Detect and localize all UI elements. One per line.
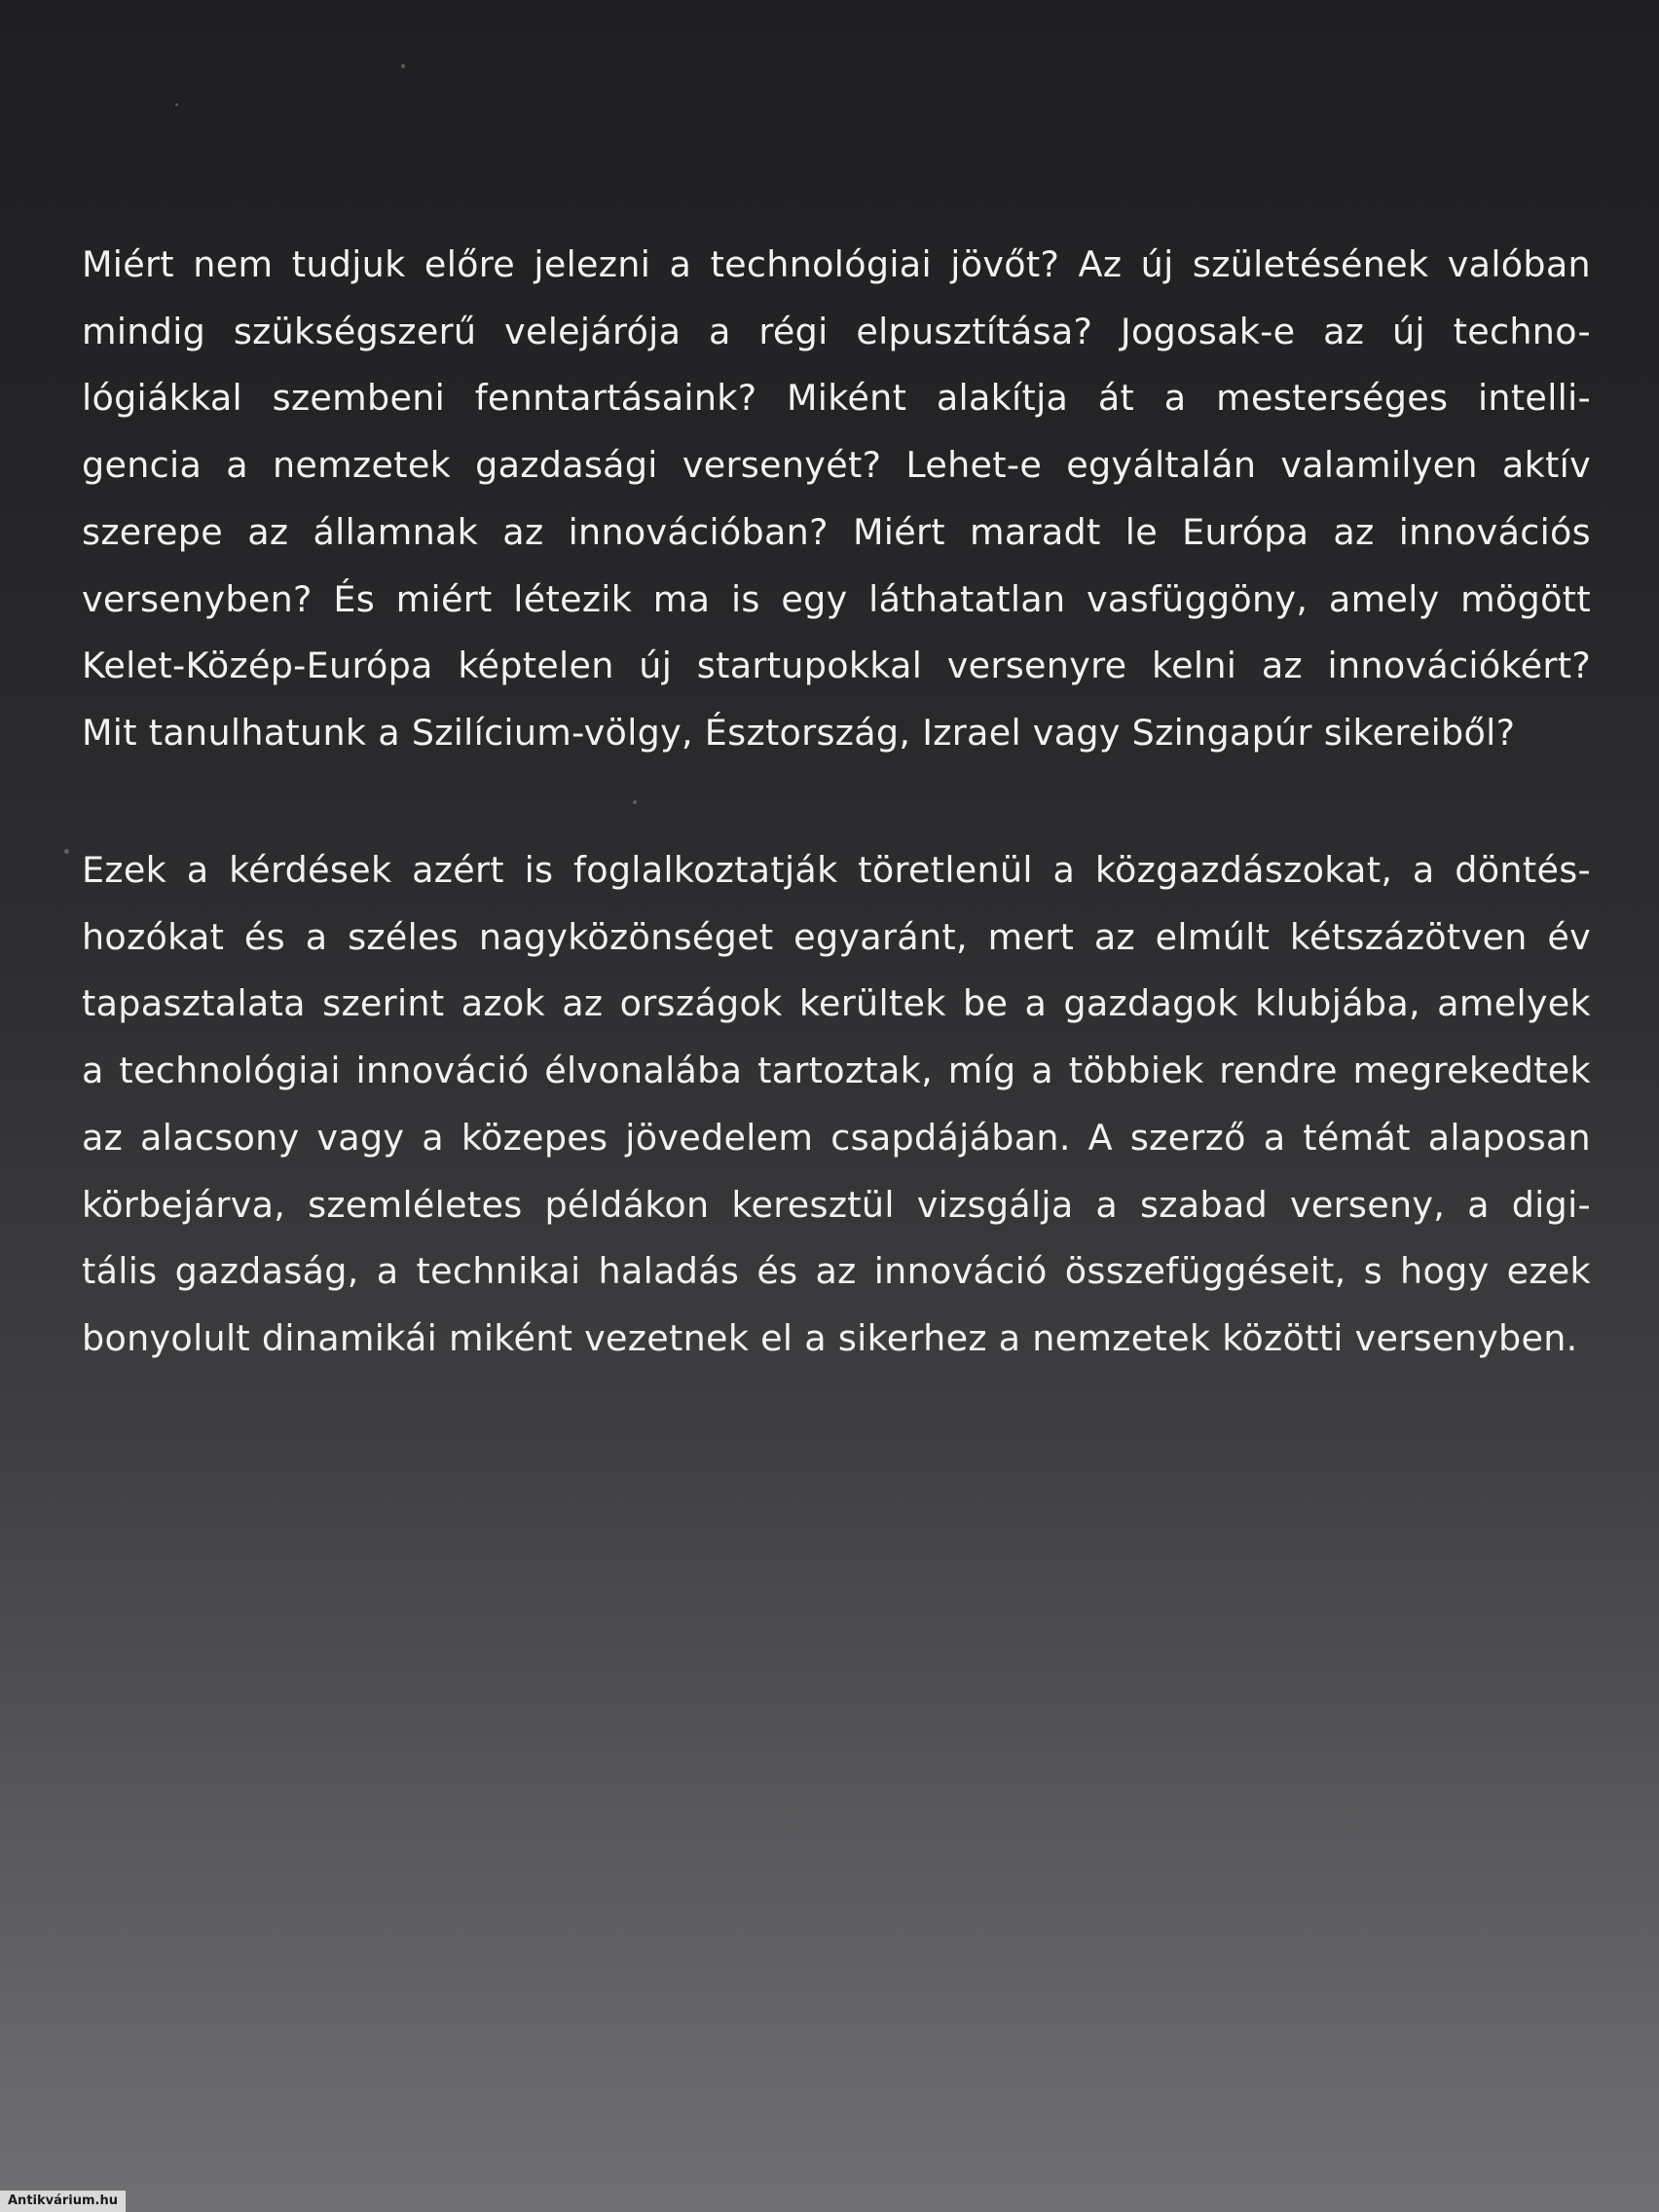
dust-speck <box>633 800 637 804</box>
blurb-line: bonyolult dinamikái miként vezetnek el a sikerhez a nemzetek közötti versenyben. <box>82 1316 1578 1359</box>
blurb-line: tális gazdaság, a technikai haladás és az innováció összefüggéseit, s hogy ezek <box>82 1250 1591 1293</box>
blurb-paragraph-1 <box>82 232 1591 767</box>
blurb-line: tapasztalata szerint azok az országok kerültek be a gazdagok klubjába, amelyek <box>82 982 1591 1025</box>
blurb-line: Ezek a kérdések azért is foglalkoztatják töretlenül a közgazdászokat, a döntés- <box>82 849 1591 891</box>
watermark-label: Antikvárium.hu <box>0 2191 126 2212</box>
blurb-line: lógiákkal szembeni fenntartásaink? Miként alakítja át a mesterséges intelli- <box>82 377 1591 420</box>
blurb-line: hozókat és a széles nagyközönséget egyaránt, mert az elmúlt kétszázötven év <box>82 915 1591 958</box>
blurb-line: gencia a nemzetek gazdasági versenyét? Lehet-e egyáltalán valamilyen aktív <box>82 444 1591 487</box>
dust-speck <box>401 64 405 68</box>
blurb-line: Mit tanulhatunk a Szilícium-völgy, Észtország, Izrael vagy Szingapúr sikereiből? <box>82 711 1516 754</box>
dust-speck <box>64 849 69 854</box>
blurb-paragraph-2 <box>82 837 1591 1373</box>
blurb-line: a technológiai innováció élvonalába tartoztak, míg a többiek rendre megrekedtek <box>82 1050 1591 1092</box>
blurb-line: mindig szükségszerű velejárója a régi elpusztítása? Jogosak-e az új techno- <box>82 310 1591 352</box>
blurb-line: Miért nem tudjuk előre jelezni a technológiai jövőt? Az új születésének valóban <box>82 243 1591 285</box>
blurb-line: körbejárva, szemléletes példákon keresztül vizsgálja a szabad verseny, a digi- <box>82 1183 1591 1226</box>
blurb-line: szerepe az államnak az innovációban? Miért maradt le Európa az innovációs <box>82 510 1591 553</box>
blurb-line: versenyben? És miért létezik ma is egy láthatatlan vasfüggöny, amely mögött <box>82 577 1591 620</box>
blurb-line: az alacsony vagy a közepes jövedelem csapdájában. A szerző a témát alaposan <box>82 1116 1591 1159</box>
blurb-line: Kelet-Közép-Európa képtelen új startupokkal versenyre kelni az innovációkért? <box>82 645 1591 687</box>
dust-speck <box>175 103 178 106</box>
